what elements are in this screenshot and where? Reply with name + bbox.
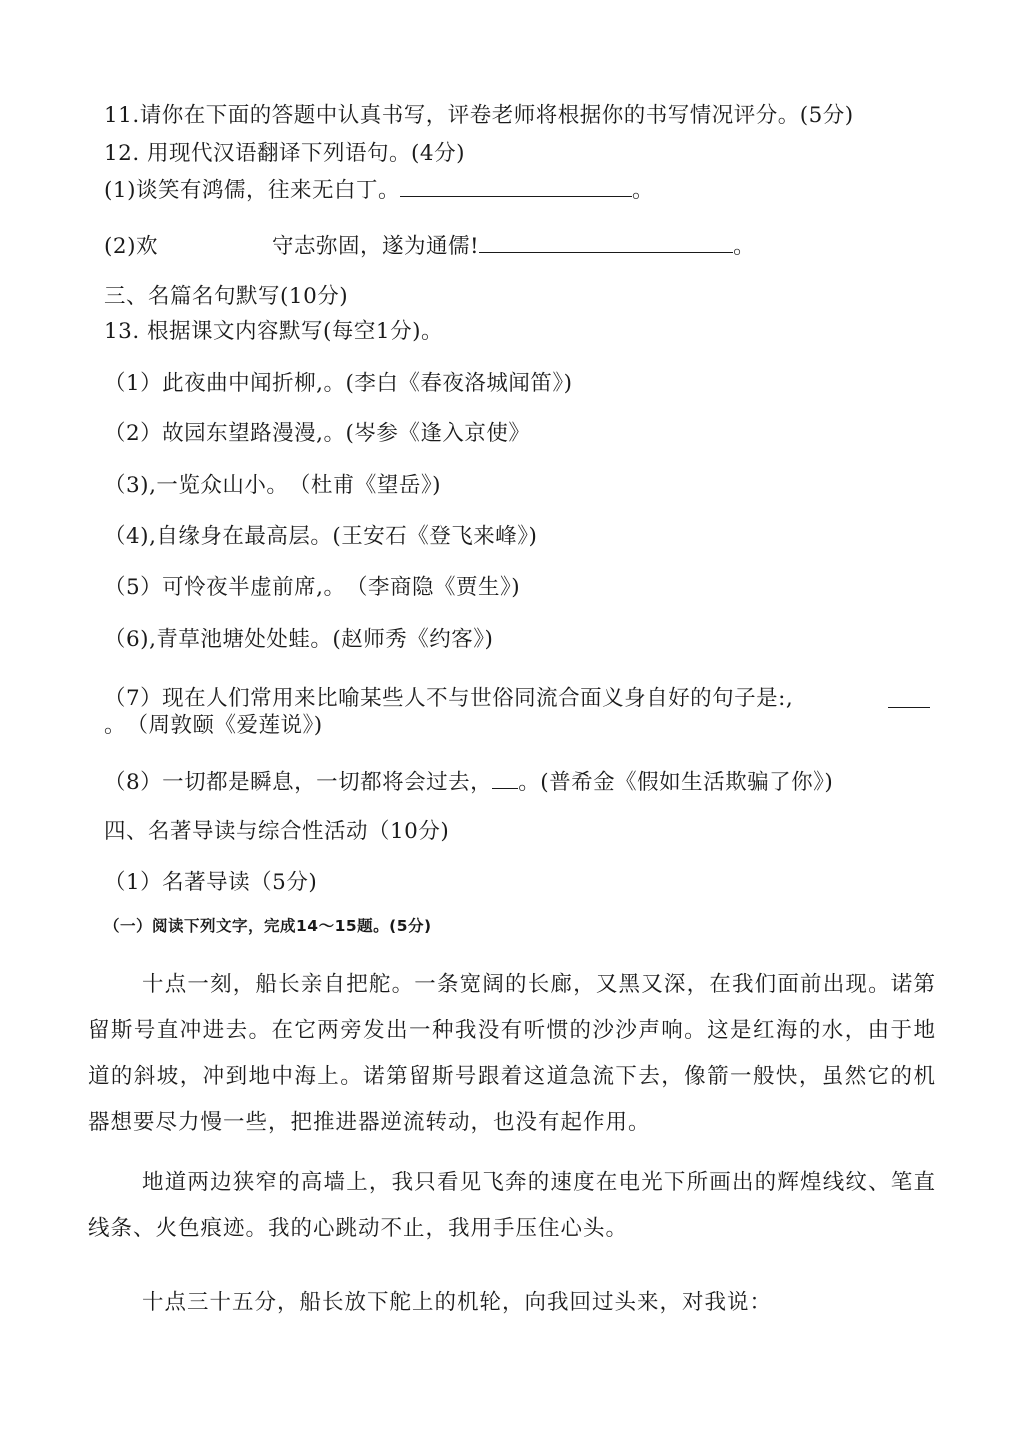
q11-line: 11.请你在下面的答题中认真书写，评卷老师将根据你的书写情况评分。(5分) <box>104 103 854 128</box>
q13-item-1: （1）此夜曲中闻折柳,。(李白《春夜洛城闻笛》) <box>104 371 573 396</box>
q13-item-8-end: 。(普希金《假如生活欺骗了你》) <box>518 770 834 795</box>
q12-title: 12. 用现代汉语翻译下列语句。(4分) <box>104 141 465 166</box>
answer-blank[interactable] <box>400 174 632 197</box>
q12-item-2-text: 守志弥固，遂为通儒! <box>271 234 480 259</box>
paragraph-1: 十点一刻，船长亲自把舵。一条宽阔的长廊，又黑又深，在我们面前出现。诺第留斯号直冲进去。在它两旁发出一种我没有听惯的沙沙声响。这是红海的水，由于地道的斜坡，冲到地中海上。诺第留斯号跟着这道急流下去，像箭一般快，虽然它的机器想要尽力慢一些，把推进器逆流转动，也没有起作用。 <box>88 972 936 1135</box>
q13-item-2: （2）故园东望路漫漫,。(岑参《逢入京使》 <box>104 421 531 446</box>
answer-blank[interactable] <box>479 230 733 253</box>
q12-item-1 <box>104 174 654 205</box>
q13-title: 13. 根据课文内容默写(每空1分)。 <box>104 319 443 344</box>
q13-item-5: （5）可怜夜半虚前席,。 （李商隐《贾生》) <box>104 575 521 600</box>
reading-title: （一）阅读下列文字，完成14～15题。(5分) <box>104 917 432 935</box>
q13-item-4: （4),自缘身在最高层。(王安石《登飞来峰》) <box>104 524 538 549</box>
q13-item-8-text: （8）一切都是瞬息，一切都将会过去， <box>104 770 493 795</box>
section-3-heading: 三、名篇名句默写(10分) <box>104 284 349 309</box>
q12-item-2 <box>104 230 755 261</box>
q13-item-3: （3),一览众山小。 （杜甫《望岳》) <box>104 473 442 498</box>
paragraph-3: 十点三十五分，船长放下舵上的机轮，向我回过头来，对我说： <box>142 1290 773 1315</box>
q13-item-7-cont: 。 （周敦颐《爱莲说》) <box>104 713 323 738</box>
section-4-heading: 四、名著导读与综合性活动（10分) <box>104 819 450 844</box>
q12-item-1-end: 。 <box>631 178 654 203</box>
answer-blank[interactable] <box>492 766 518 789</box>
q12-item-2-prefix: (2)欢 <box>104 234 158 259</box>
q12-item-1-text: (1)谈笑有鸿儒，往来无白丁。 <box>104 178 400 203</box>
q12-item-2-end: 。 <box>733 234 756 259</box>
sub-heading-1: （1）名著导读（5分) <box>104 870 318 895</box>
answer-blank[interactable] <box>888 685 930 708</box>
paragraph-2: 地道两边狭窄的高墙上，我只看见飞奔的速度在电光下所画出的辉煌线纹、笔直线条、火色痕迹。我的心跳动不止，我用手压住心头。 <box>88 1170 936 1241</box>
q13-item-6: （6),青草池塘处处蛙。(赵师秀《约客》) <box>104 627 494 652</box>
q13-item-7-text: （7）现在人们常用来比喻某些人不与世俗同流合面义身自好的句子是:, <box>104 686 794 711</box>
q13-item-7 <box>104 685 793 713</box>
q13-item-8 <box>104 766 833 797</box>
